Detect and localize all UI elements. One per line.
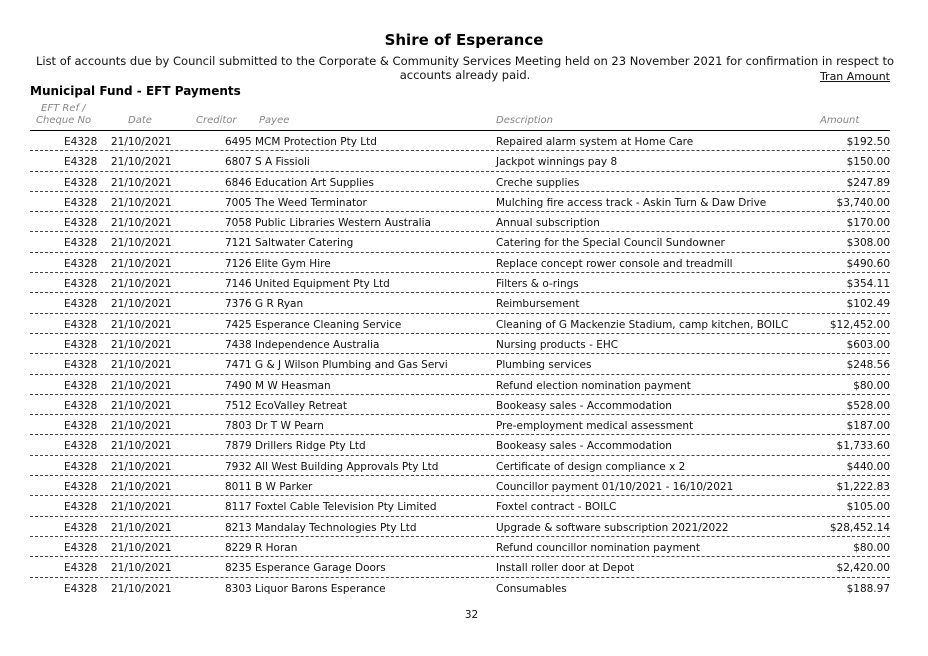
cell-payee: Public Libraries Western Australia [255,217,431,230]
cell-payee: B W Parker [255,481,313,494]
cell-ref: E4328 [64,156,98,169]
cell-description: Nursing products - EHC [496,338,619,351]
cell-date: 21/10/2021 [111,562,172,575]
cell-amount: $170.00 [846,217,890,230]
cell-payee: Drillers Ridge Pty Ltd [255,440,366,453]
cell-description: Pre-employment medical assessment [496,420,694,433]
table-row [30,212,890,232]
cell-date: 21/10/2021 [111,399,172,412]
column-header-amount: Amount [820,115,860,126]
cell-ref: E4328 [64,501,98,514]
section-heading: Municipal Fund - EFT Payments [30,84,241,98]
cell-date: 21/10/2021 [111,440,172,453]
table-row [30,415,890,435]
cell-creditor: 7490 [225,379,252,392]
cell-amount: $150.00 [846,156,890,169]
cell-payee: Saltwater Catering [255,237,354,250]
cell-ref: E4328 [64,481,98,494]
cell-creditor: 8303 [225,582,252,595]
table-row [30,253,890,273]
cell-creditor: 7005 [225,196,252,209]
cell-description: Bookeasy sales - Accommodation [496,399,672,412]
cell-payee: Esperance Garage Doors [255,562,386,575]
table-row [30,293,890,313]
cell-ref: E4328 [64,521,98,534]
column-header-ref-line2: Cheque No [36,115,92,126]
cell-payee: Esperance Cleaning Service [255,318,402,331]
cell-payee: G & J Wilson Plumbing and Gas Servi [255,359,448,372]
cell-payee: EcoValley Retreat [255,399,347,412]
cell-date: 21/10/2021 [111,156,172,169]
cell-description: Consumables [496,582,567,595]
cell-creditor: 8213 [225,521,252,534]
cell-description: Bookeasy sales - Accommodation [496,440,672,453]
cell-amount: $28,452.14 [829,521,890,534]
cell-amount: $12,452.00 [829,318,890,331]
table-row [30,395,890,415]
cell-description: Refund election nomination payment [496,379,691,392]
table-row [30,557,890,577]
cell-amount: $192.50 [846,136,890,148]
cell-date: 21/10/2021 [111,420,172,433]
table-row [30,273,890,293]
cell-amount: $490.60 [846,257,890,270]
cell-creditor: 8011 [225,481,252,494]
cell-date: 21/10/2021 [111,541,172,554]
cell-creditor: 7803 [225,420,252,433]
column-header-creditor: Creditor [196,115,237,126]
cell-creditor: 8229 [225,541,252,554]
cell-ref: E4328 [64,278,98,291]
cell-ref: E4328 [64,237,98,250]
cell-description: Refund councillor nomination payment [496,541,700,554]
cell-creditor: 7425 [225,318,252,331]
cell-description: Foxtel contract - BOILC [496,501,617,514]
table-row [30,334,890,354]
table-row [30,476,890,496]
cell-description: Jackpot winnings pay 8 [496,156,618,169]
cell-description: Reimbursement [496,298,580,311]
cell-ref: E4328 [64,318,98,331]
cell-payee: United Equipment Pty Ltd [255,278,390,291]
cell-ref: E4328 [64,176,98,189]
cell-amount: $3,740.00 [836,196,890,209]
cell-ref: E4328 [64,136,98,148]
cell-date: 21/10/2021 [111,338,172,351]
cell-ref: E4328 [64,338,98,351]
cell-description: Mulching fire access track - Askin Turn & Daw Drive [496,196,767,209]
cell-payee: Foxtel Cable Television Pty Limited [255,501,437,514]
cell-creditor: 7126 [225,257,252,270]
cell-ref: E4328 [64,257,98,270]
cell-creditor: 6807 [225,156,252,169]
cell-date: 21/10/2021 [111,176,172,189]
cell-amount: $1,733.60 [836,440,890,453]
cell-ref: E4328 [64,359,98,372]
table-row [30,496,890,516]
table-row [30,131,890,151]
table-row [30,151,890,171]
table-row [30,172,890,192]
cell-payee: All West Building Approvals Pty Ltd [255,460,439,473]
table-row [30,578,890,597]
column-header-date: Date [128,115,152,126]
cell-ref: E4328 [64,420,98,433]
cell-payee: Dr T W Pearn [255,420,324,433]
cell-amount: $440.00 [846,460,890,473]
cell-payee: M W Heasman [255,379,331,392]
cell-payee: MCM Protection Pty Ltd [255,136,377,148]
cell-date: 21/10/2021 [111,298,172,311]
cell-description: Councillor payment 01/10/2021 - 16/10/2021 [496,481,734,494]
cell-ref: E4328 [64,196,98,209]
cell-amount: $102.49 [846,298,890,311]
page-title: Shire of Esperance [384,31,544,49]
cell-amount: $187.00 [846,420,890,433]
cell-payee: R Horan [255,541,298,554]
cell-description: Annual subscription [496,217,600,230]
cell-creditor: 7471 [225,359,252,372]
cell-creditor: 7512 [225,399,252,412]
table-row [30,192,890,212]
cell-amount: $188.97 [846,582,890,595]
table-row [30,517,890,537]
cell-description: Cleaning of G Mackenzie Stadium, camp kitchen, BOILC [496,318,789,331]
cell-amount: $354.11 [846,278,890,291]
cell-date: 21/10/2021 [111,217,172,230]
cell-date: 21/10/2021 [111,359,172,372]
cell-amount: $80.00 [853,541,890,554]
cell-creditor: 6846 [225,176,252,189]
cell-date: 21/10/2021 [111,318,172,331]
cell-payee: S A Fissioli [255,156,310,169]
cell-description: Replace concept rower console and treadmill [496,257,733,270]
cell-ref: E4328 [64,460,98,473]
table-row [30,456,890,476]
page-subtitle: List of accounts due by Council submitted to the Corporate & Community Services Meeting held on 23 November 2021 for confirmation in respect to accounts already paid. [35,54,895,82]
cell-amount: $105.00 [846,501,890,514]
table-row [30,232,890,252]
cell-payee: Education Art Supplies [255,176,374,189]
cell-amount: $603.00 [846,338,890,351]
cell-amount: $80.00 [853,379,890,392]
cell-creditor: 8235 [225,562,252,575]
cell-payee: Mandalay Technologies Pty Ltd [255,521,417,534]
cell-ref: E4328 [64,298,98,311]
cell-amount: $308.00 [846,237,890,250]
cell-date: 21/10/2021 [111,278,172,291]
cell-creditor: 6495 [225,136,252,148]
table-row [30,314,890,334]
cell-amount: $2,420.00 [836,562,890,575]
cell-ref: E4328 [64,217,98,230]
table-row [30,435,890,455]
cell-description: Filters & o-rings [496,278,579,291]
cell-date: 21/10/2021 [111,582,172,595]
cell-date: 21/10/2021 [111,460,172,473]
cell-payee: G R Ryan [255,298,304,311]
cell-amount: $247.89 [846,176,890,189]
cell-creditor: 7376 [225,298,252,311]
cell-date: 21/10/2021 [111,481,172,494]
cell-creditor: 7932 [225,460,252,473]
cell-description: Creche supplies [496,176,580,189]
cell-payee: Elite Gym Hire [255,257,331,270]
cell-date: 21/10/2021 [111,237,172,250]
cell-ref: E4328 [64,541,98,554]
cell-creditor: 7146 [225,278,252,291]
cell-ref: E4328 [64,582,98,595]
cell-amount: $528.00 [846,399,890,412]
column-header-ref-line1: EFT Ref / [41,103,86,114]
cell-description: Plumbing services [496,359,592,372]
cell-date: 21/10/2021 [111,136,172,148]
cell-creditor: 8117 [225,501,252,514]
page-number: 32 [464,609,479,621]
table-row [30,354,890,374]
cell-description: Install roller door at Depot [496,562,635,575]
cell-ref: E4328 [64,562,98,575]
cell-ref: E4328 [64,379,98,392]
table-row [30,537,890,557]
cell-ref: E4328 [64,399,98,412]
column-header-description: Description [496,115,553,126]
cell-description: Certificate of design compliance x 2 [496,460,686,473]
cell-creditor: 7438 [225,338,252,351]
cell-amount: $1,222.83 [836,481,890,494]
cell-creditor: 7058 [225,217,252,230]
cell-payee: The Weed Terminator [255,196,367,209]
cell-date: 21/10/2021 [111,521,172,534]
cell-description: Repaired alarm system at Home Care [496,136,694,148]
cell-payee: Independence Australia [255,338,380,351]
cell-date: 21/10/2021 [111,257,172,270]
table-row [30,375,890,395]
cell-amount: $248.56 [846,359,890,372]
cell-description: Catering for the Special Council Sundowner [496,237,725,250]
cell-creditor: 7121 [225,237,252,250]
column-header-payee: Payee [259,115,290,126]
cell-date: 21/10/2021 [111,379,172,392]
tran-amount-label: Tran Amount [819,70,890,83]
cell-date: 21/10/2021 [111,196,172,209]
cell-description: Upgrade & software subscription 2021/2022 [496,521,729,534]
cell-date: 21/10/2021 [111,501,172,514]
cell-payee: Liquor Barons Esperance [255,582,386,595]
payments-table [0,131,928,597]
cell-creditor: 7879 [225,440,252,453]
cell-ref: E4328 [64,440,98,453]
